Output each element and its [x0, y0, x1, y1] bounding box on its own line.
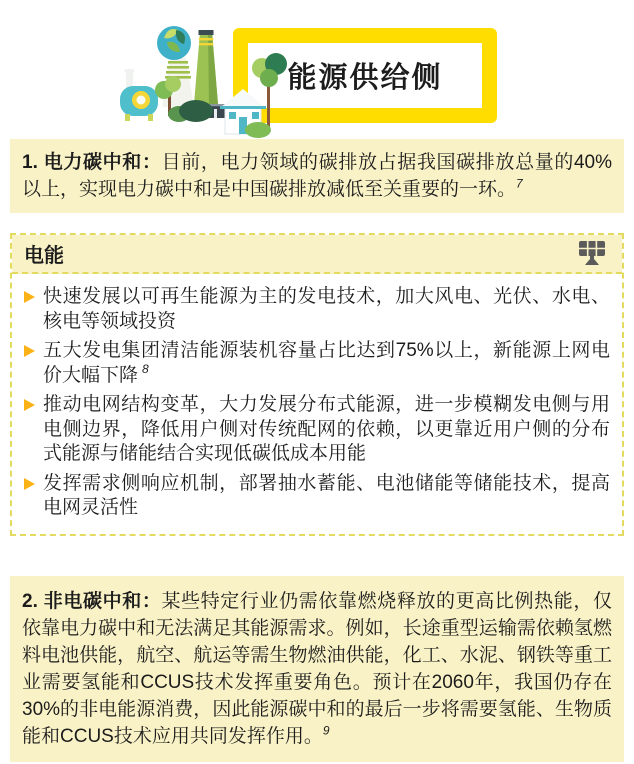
power-box-body [12, 274, 622, 534]
green-energy-factory-illustration [112, 18, 292, 140]
power-box-header [12, 235, 622, 274]
section2-body: 某些特定行业仍需依靠燃烧释放的更高比例热能，仅依靠电力碳中和无法满足其能源需求。例如，长途重型运输需依赖氢燃料电池供能，航空、航运等需生物燃油供能，化工、水泥、钢铁等重工业需要氢能和CCUS技术发挥重要角色。预计在2060年，我国仍存在30%的非电能源消费，因此能源碳中和的最后一步将需要氢能、生物质能和CCUS技术应用共同发挥作用。 [22, 590, 612, 747]
footnote-7: 7 [516, 176, 523, 191]
list-item [24, 339, 610, 388]
bullet-text: 推动电网结构变革，大力发展分布式能源，进一步模糊发电侧与用电侧边界，降低用户侧对传统配网的依赖，以更靠近用户侧的分布式能源与储能结合实现低碳低成本用能 [43, 394, 610, 464]
bullet-text: 快速发展以可再生能源为主的发电技术，加大风电、光伏、水电、核电等领域投资 [43, 286, 610, 332]
footnote-8: 8 [142, 362, 149, 377]
chimney-icon [194, 30, 218, 104]
triangle-bullet-icon [24, 291, 35, 303]
footnote-9: 9 [322, 723, 330, 738]
leaf-globe-icon [157, 26, 191, 60]
page-header [0, 0, 634, 139]
list-item [24, 393, 610, 467]
bullet-text: 五大发电集团清洁能源装机容量占比达到75%以上，新能源上网电价大幅下降 $^8$ [43, 340, 610, 386]
list-item [24, 285, 610, 334]
solar-panel-icon [576, 240, 608, 267]
right-tree-icon [245, 53, 287, 138]
page-title: 能源供给侧 [287, 62, 443, 94]
triangle-bullet-icon [24, 345, 35, 357]
electric-power-box [10, 233, 624, 536]
triangle-bullet-icon [24, 478, 35, 490]
section2-label: 2. 非电碳中和： [22, 590, 162, 612]
section1-label: 1. 电力碳中和： [22, 152, 162, 173]
bullet-text: 发挥需求侧响应机制，部署抽水蓄能、电池储能等储能技术，提高电网灵活性 [43, 472, 610, 518]
section-electric-carbon-neutrality [10, 139, 624, 213]
list-item [24, 472, 610, 521]
storage-tank-icon [120, 69, 158, 121]
section1-body: 目前，电力领域的碳排放占据我国碳排放总量的40%以上，实现电力碳中和是中国碳排放减低至关重要的一环。 [22, 152, 613, 200]
section-non-electric-carbon-neutrality [10, 576, 624, 762]
triangle-bullet-icon [24, 399, 35, 411]
power-box-title: 电能 [24, 245, 64, 267]
